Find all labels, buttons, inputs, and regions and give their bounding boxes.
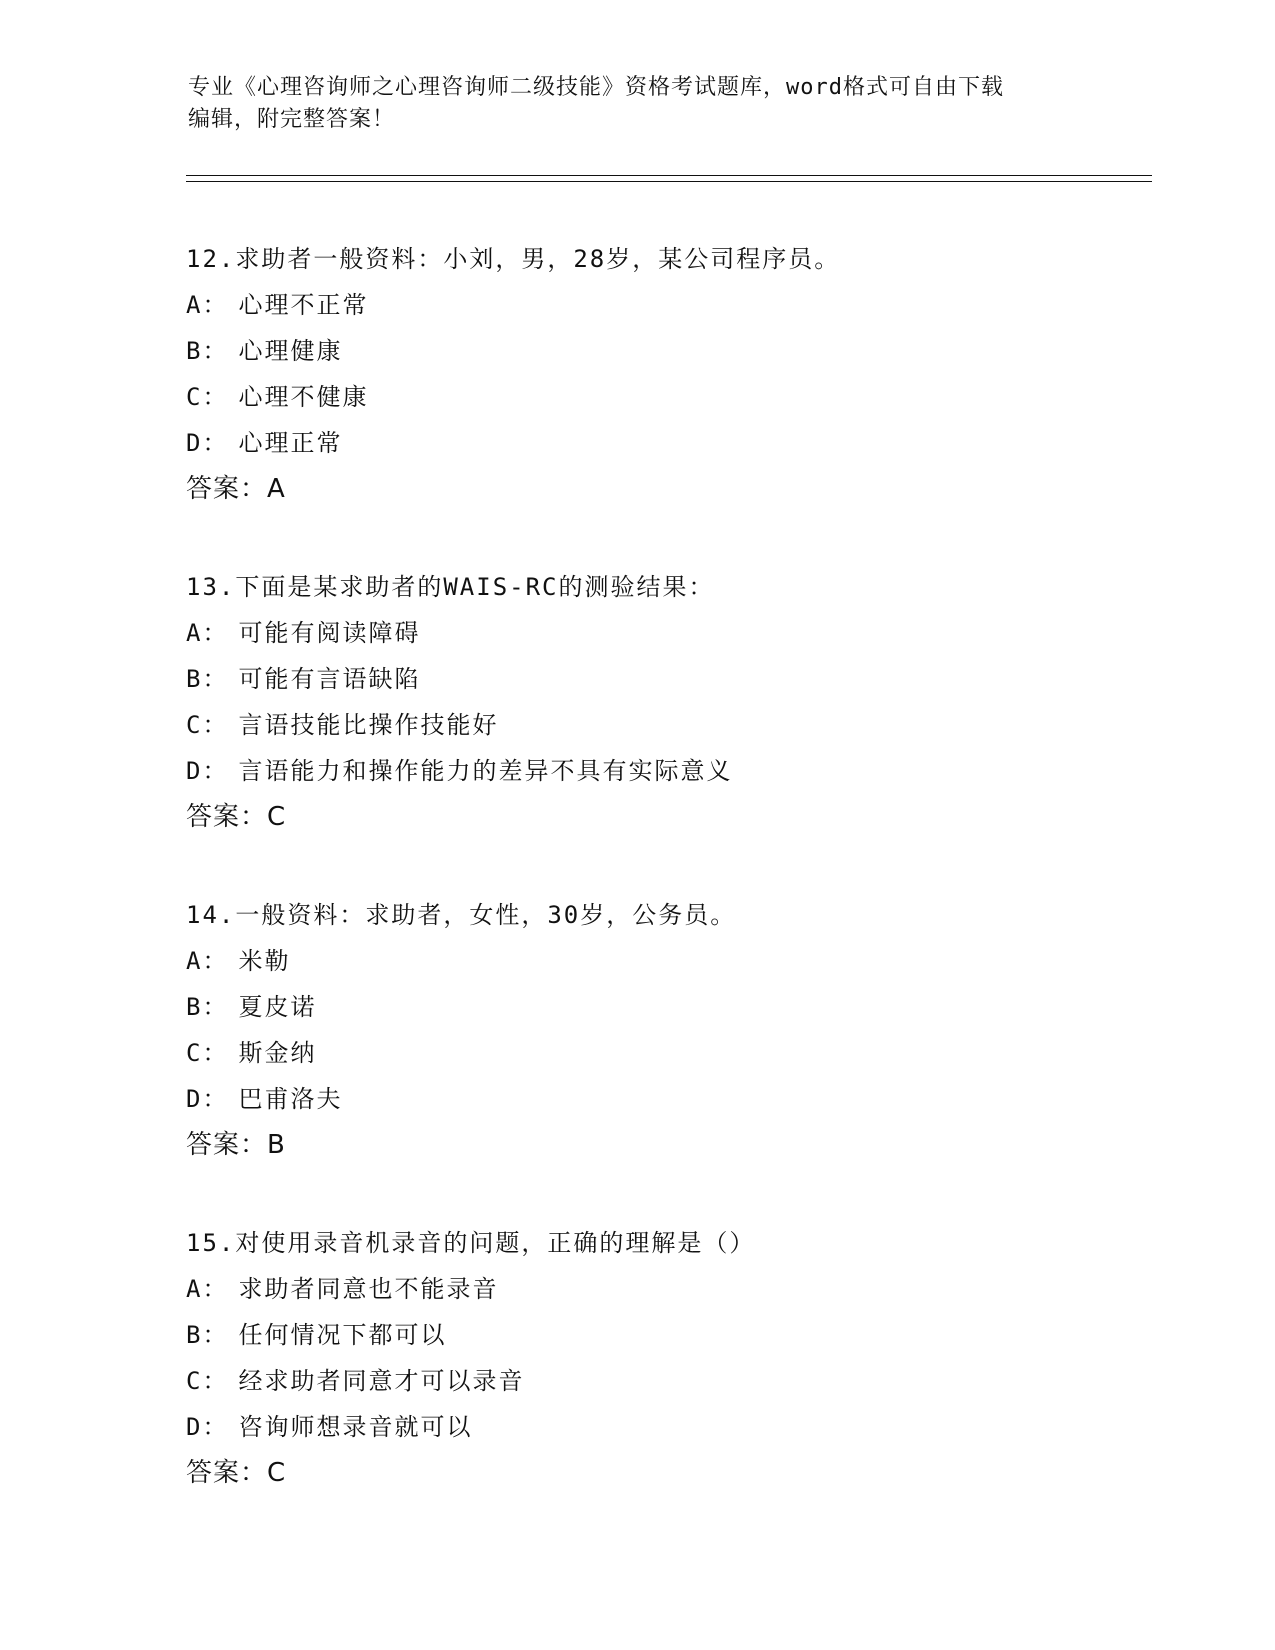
option-text: 经求助者同意才可以录音: [238, 1367, 525, 1395]
option-key: B: [186, 337, 203, 365]
question-block: [186, 1220, 1186, 1496]
question-list: [186, 236, 1186, 1548]
option-text: 心理不健康: [238, 383, 369, 411]
option-text: 求助者同意也不能录音: [238, 1275, 499, 1303]
option-key: C: [186, 383, 203, 411]
option-separator: ：: [202, 1085, 229, 1113]
question-option: [186, 328, 1186, 374]
header-divider-top: [186, 175, 1152, 176]
question-option: [186, 374, 1186, 420]
question-option: [186, 282, 1186, 328]
option-key: C: [186, 711, 203, 739]
question-option: [186, 1266, 1186, 1312]
option-key: D: [186, 1413, 203, 1441]
option-separator: ：: [202, 291, 229, 319]
option-text: 言语能力和操作能力的差异不具有实际意义: [238, 757, 733, 785]
option-text: 夏皮诺: [238, 993, 317, 1021]
question-answer: 答案：A: [186, 474, 286, 504]
option-text: 可能有言语缺陷: [238, 665, 421, 693]
question-option: [186, 1076, 1186, 1122]
option-text: 米勒: [238, 947, 291, 975]
option-separator: ：: [202, 619, 229, 647]
option-separator: ：: [202, 1039, 229, 1067]
option-key: D: [186, 757, 203, 785]
question-answer: 答案：C: [186, 1458, 287, 1488]
option-separator: ：: [202, 1413, 229, 1441]
question-option: [186, 1404, 1186, 1450]
option-separator: ：: [202, 1367, 229, 1395]
question-block: [186, 236, 1186, 512]
option-text: 言语技能比操作技能好: [238, 711, 499, 739]
header-line-1: 专业《心理咨询师之心理咨询师二级技能》资格考试题库，word格式可自由下载: [188, 75, 1004, 100]
document-header: [188, 72, 1088, 136]
option-separator: ：: [202, 947, 229, 975]
question-stem: 14.一般资料：求助者，女性，30岁，公务员。: [186, 901, 737, 929]
option-separator: ：: [202, 383, 229, 411]
question-option: [186, 984, 1186, 1030]
option-key: B: [186, 1321, 203, 1349]
option-key: D: [186, 1085, 203, 1113]
question-stem: 15.对使用录音机录音的问题，正确的理解是（）: [186, 1229, 756, 1257]
option-separator: ：: [202, 1275, 229, 1303]
question-option: [186, 1030, 1186, 1076]
question-stem: 13.下面是某求助者的WAIS-RC的测验结果：: [186, 573, 715, 601]
option-separator: ：: [202, 757, 229, 785]
header-line-2: 编辑，附完整答案！: [188, 107, 396, 132]
option-key: B: [186, 993, 203, 1021]
option-separator: ：: [202, 337, 229, 365]
question-option: [186, 656, 1186, 702]
option-key: C: [186, 1039, 203, 1067]
option-key: A: [186, 947, 203, 975]
question-option: [186, 1358, 1186, 1404]
question-block: [186, 892, 1186, 1168]
option-key: C: [186, 1367, 203, 1395]
option-key: D: [186, 429, 203, 457]
question-stem: 12.求助者一般资料：小刘，男，28岁，某公司程序员。: [186, 245, 841, 273]
option-separator: ：: [202, 429, 229, 457]
option-text: 心理正常: [238, 429, 343, 457]
question-option: [186, 938, 1186, 984]
question-option: [186, 610, 1186, 656]
option-key: A: [186, 619, 203, 647]
question-answer: 答案：B: [186, 1130, 286, 1160]
header-divider-bottom: [186, 181, 1152, 182]
question-option: [186, 702, 1186, 748]
option-text: 咨询师想录音就可以: [238, 1413, 473, 1441]
option-key: B: [186, 665, 203, 693]
option-separator: ：: [202, 711, 229, 739]
question-option: [186, 420, 1186, 466]
option-text: 任何情况下都可以: [238, 1321, 447, 1349]
option-text: 可能有阅读障碍: [238, 619, 421, 647]
option-text: 心理健康: [238, 337, 343, 365]
option-key: A: [186, 291, 203, 319]
option-text: 斯金纳: [238, 1039, 317, 1067]
option-text: 巴甫洛夫: [238, 1085, 343, 1113]
option-separator: ：: [202, 665, 229, 693]
question-block: [186, 564, 1186, 840]
question-option: [186, 748, 1186, 794]
option-separator: ：: [202, 993, 229, 1021]
question-answer: 答案：C: [186, 802, 287, 832]
option-key: A: [186, 1275, 203, 1303]
option-separator: ：: [202, 1321, 229, 1349]
option-text: 心理不正常: [238, 291, 369, 319]
question-option: [186, 1312, 1186, 1358]
